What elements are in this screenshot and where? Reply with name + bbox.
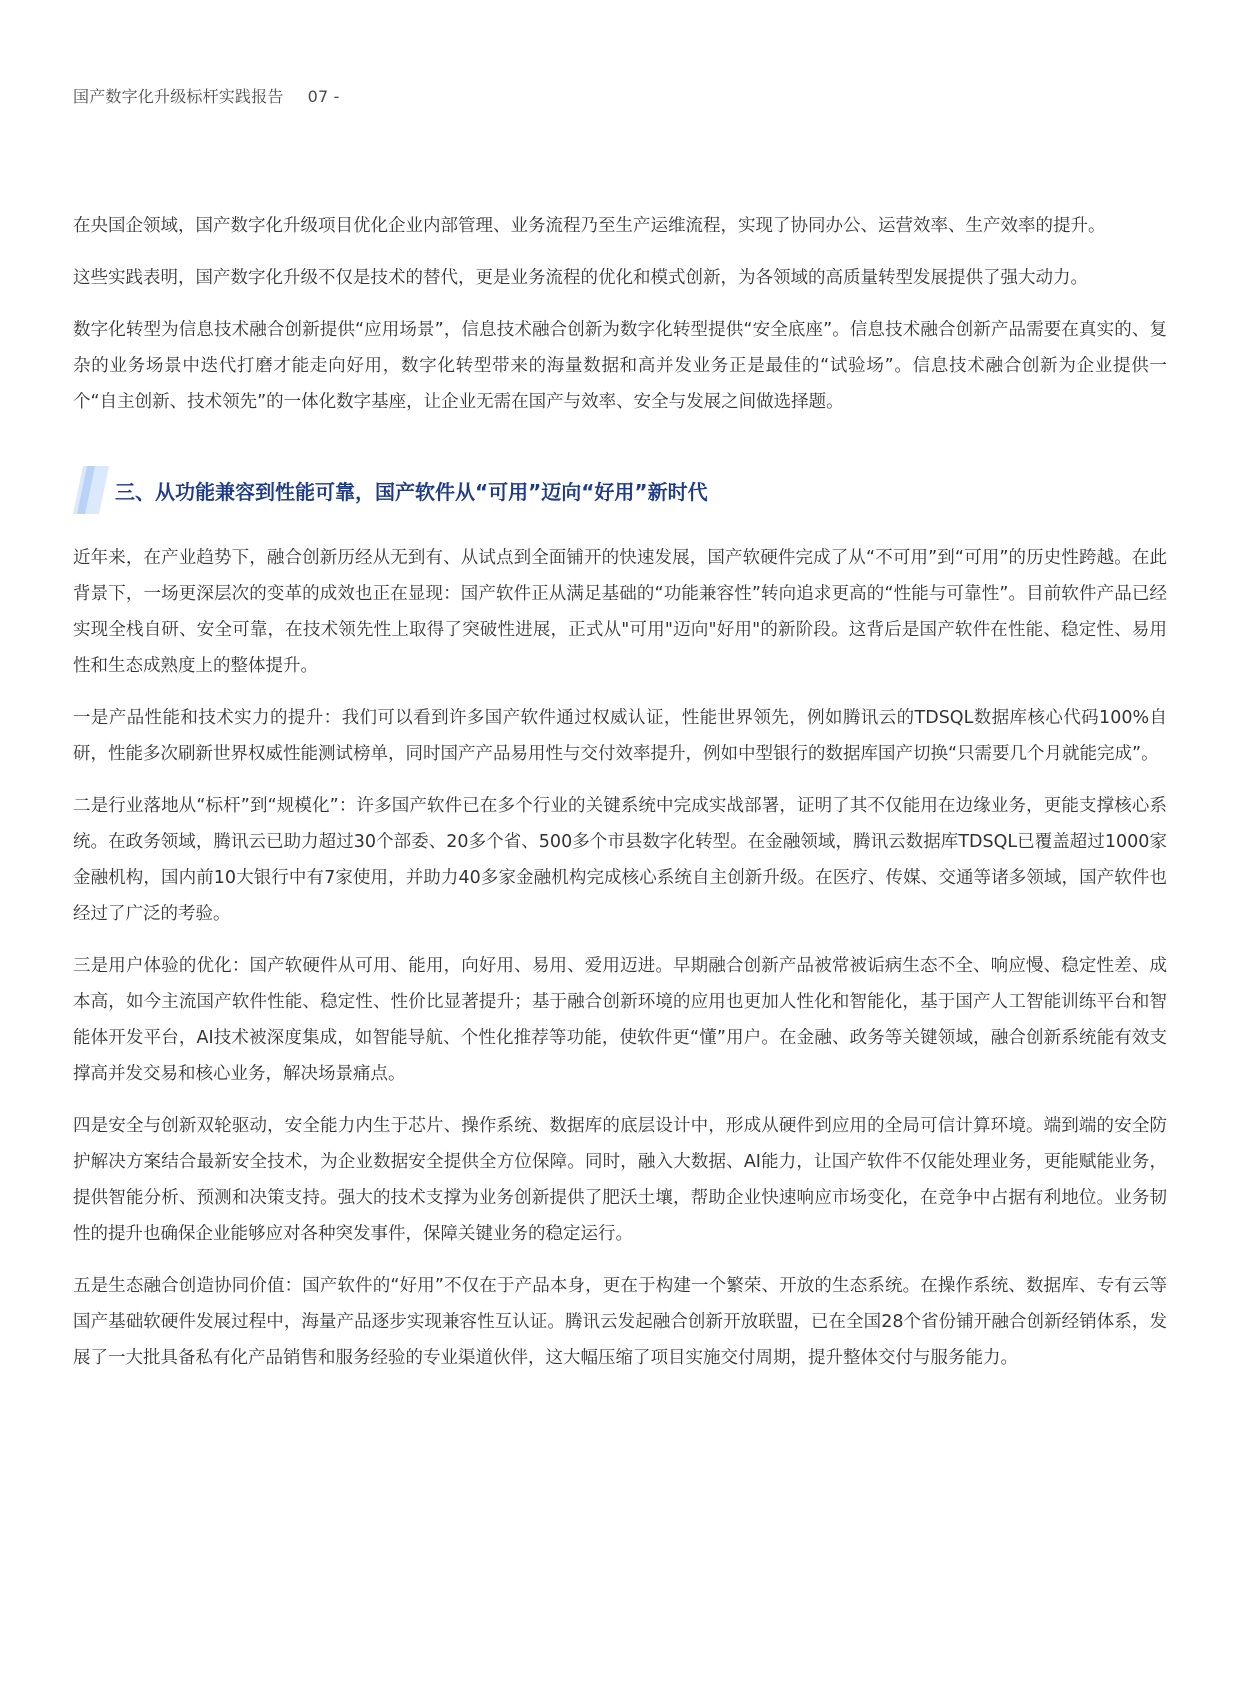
paragraph-background: 近年来，在产业趋势下，融合创新历经从无到有、从试点到全面铺开的快速发展，国产软硬件完成了从“不可用”到“可用”的历史性跨越。在此背景下，一场更深层次的变革的成效也正在显现：国产软件正从满足基础的“功能兼容性”转向追求更高的“性能与可靠性”。目前软件产品已经实现全栈自研、安全可靠，在技术领先性上取得了突破性进展，正式从"可用"迈向"好用"的新阶段。这背后是国产软件在性能、稳定性、易用性和生态成熟度上的整体提升。 — [73, 548, 1167, 676]
page-header — [73, 84, 340, 107]
paragraph-industry-scale: 二是行业落地从“标杆”到“规模化”：许多国产软件已在多个行业的关键系统中完成实战部署，证明了其不仅能用在边缘业务，更能支撑核心系统。在政务领域，腾讯云已助力超过30个部委、20多个省、500多个市县数字化转型。在金融领域，腾讯云数据库TDSQL已覆盖超过1000家金融机构，国内前10大银行中有7家使用，并助力40多家金融机构完成核心系统自主创新升级。在医疗、传媒、交通等诸多领域，国产软件也经过了广泛的考验。 — [73, 796, 1167, 924]
main-content — [73, 208, 1167, 1392]
page-number: 07 - — [307, 87, 340, 106]
paragraph-digital-transformation: 数字化转型为信息技术融合创新提供“应用场景”，信息技术融合创新为数字化转型提供“安全底座”。信息技术融合创新产品需要在真实的、复杂的业务场景中迭代打磨才能走向好用，数字化转型带来的海量数据和高并发业务正是最佳的“试验场”。信息技术融合创新为企业提供一个“自主创新、技术领先”的一体化数字基座，让企业无需在国产与效率、安全与发展之间做选择题。 — [73, 320, 1167, 412]
section-stripe-icon — [73, 466, 109, 514]
paragraph-ecosystem: 五是生态融合创造协同价值：国产软件的“好用”不仅在于产品本身，更在于构建一个繁荣、开放的生态系统。在操作系统、数据库、专有云等国产基础软硬件发展过程中，海量产品逐步实现兼容性互认证。腾讯云发起融合创新开放联盟，已在全国28个省份铺开融合创新经销体系，发展了一大批具备私有化产品销售和服务经验的专业渠道伙伴，这大幅压缩了项目实施交付周期，提升整体交付与服务能力。 — [73, 1276, 1167, 1368]
paragraph-user-experience: 三是用户体验的优化：国产软硬件从可用、能用，向好用、易用、爱用迈进。早期融合创新产品被常被诟病生态不全、响应慢、稳定性差、成本高，如今主流国产软件性能、稳定性、性价比显著提升；基于融合创新环境的应用也更加人性化和智能化，基于国产人工智能训练平台和智能体开发平台，AI技术被深度集成，如智能导航、个性化推荐等功能，使软件更“懂”用户。在金融、政务等关键领域，融合创新系统能有效支撑高并发交易和核心业务，解决场景痛点。 — [73, 956, 1167, 1084]
section-title: 三、从功能兼容到性能可靠，国产软件从“可用”迈向“好用”新时代 — [115, 479, 708, 504]
paragraph-practice-summary: 这些实践表明，国产数字化升级不仅是技术的替代，更是业务流程的优化和模式创新，为各领域的高质量转型发展提供了强大动力。 — [73, 268, 1088, 288]
paragraph-security-innovation: 四是安全与创新双轮驱动，安全能力内生于芯片、操作系统、数据库的底层设计中，形成从硬件到应用的全局可信计算环境。端到端的安全防护解决方案结合最新安全技术，为企业数据安全提供全方位保障。同时，融入大数据、AI能力，让国产软件不仅能处理业务，更能赋能业务，提供智能分析、预测和决策支持。强大的技术支撑为业务创新提供了肥沃土壤，帮助企业快速响应市场变化，在竞争中占据有利地位。业务韧性的提升也确保企业能够应对各种突发事件，保障关键业务的稳定运行。 — [73, 1116, 1167, 1244]
report-title: 国产数字化升级标杆实践报告 — [73, 87, 284, 106]
paragraph-soe: 在央国企领域，国产数字化升级项目优化企业内部管理、业务流程乃至生产运维流程，实现了协同办公、运营效率、生产效率的提升。 — [73, 216, 1106, 236]
paragraph-performance: 一是产品性能和技术实力的提升：我们可以看到许多国产软件通过权威认证，性能世界领先，例如腾讯云的TDSQL数据库核心代码100%自研，性能多次刷新世界权威性能测试榜单，同时国产产品易用性与交付效率提升，例如中型银行的数据库国产切换“只需要几个月就能完成”。 — [73, 708, 1167, 764]
section-heading — [73, 466, 1167, 514]
